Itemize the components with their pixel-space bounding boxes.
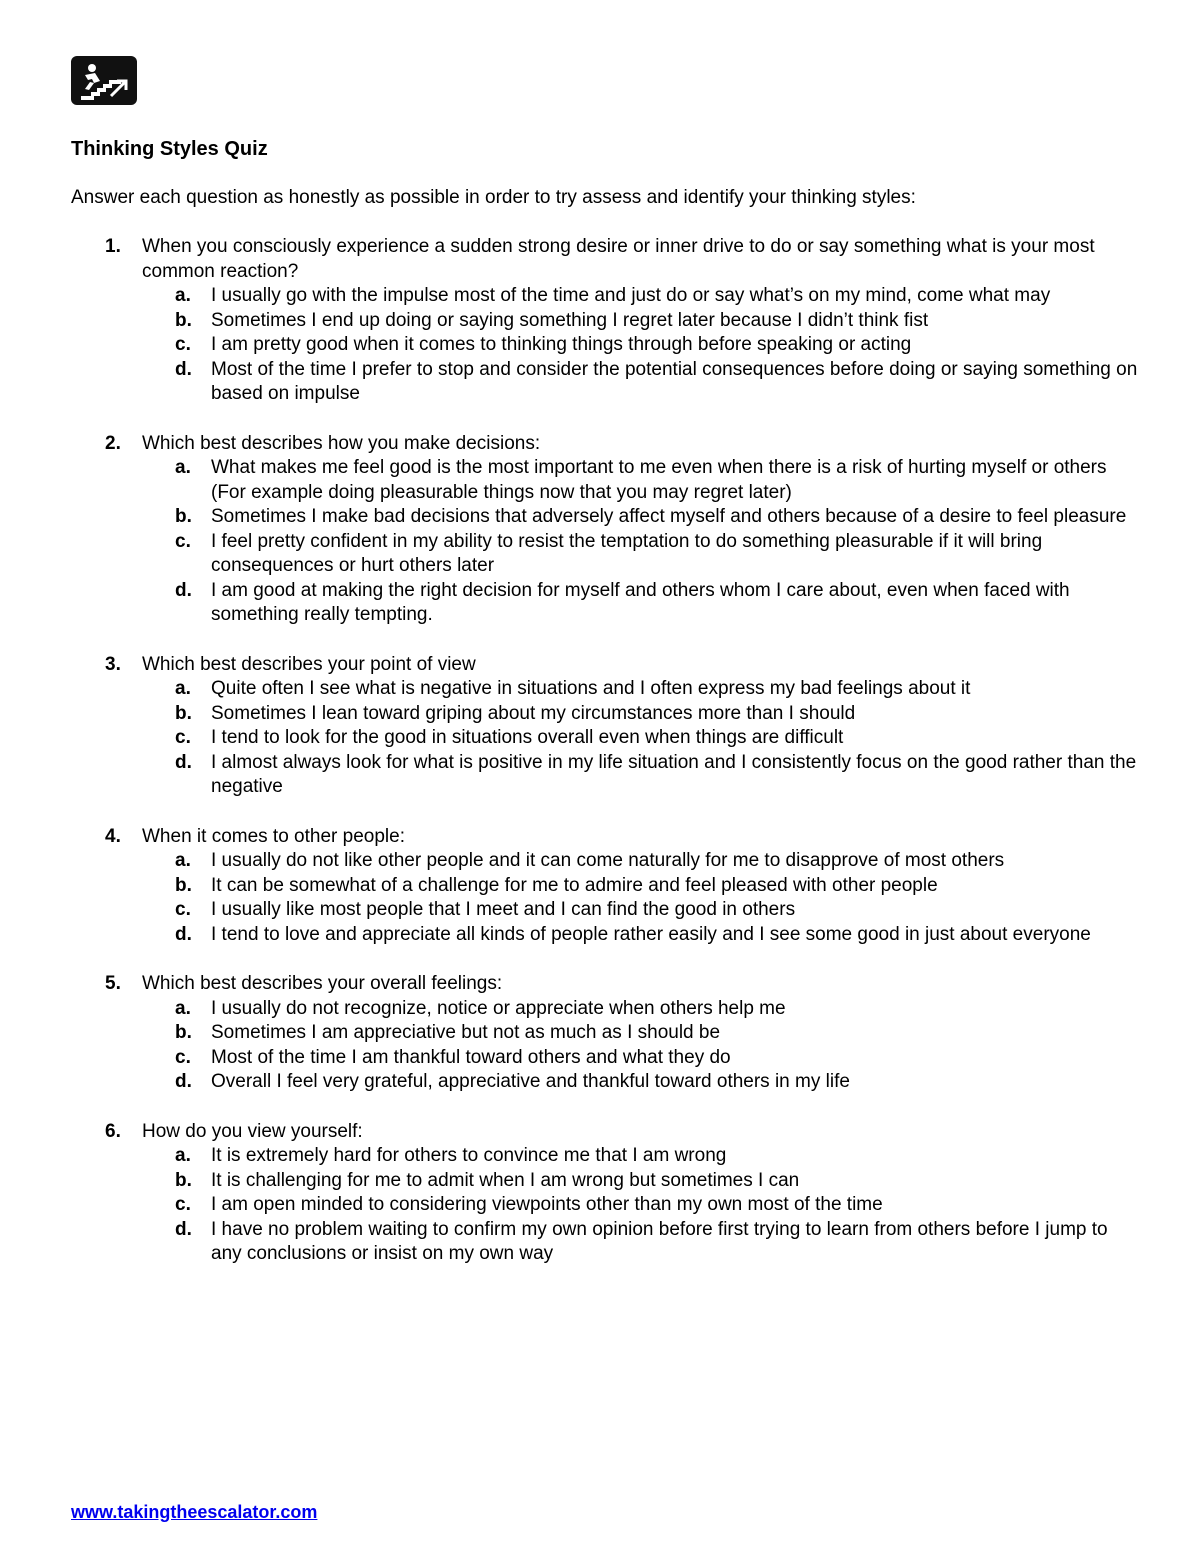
answer-option bbox=[0, 702, 1141, 727]
answer-option bbox=[0, 997, 1141, 1022]
option-letter: d. bbox=[175, 751, 192, 773]
question-number: 3. bbox=[105, 653, 121, 675]
option-letter: c. bbox=[175, 1046, 191, 1068]
option-text: I have no problem waiting to confirm my own opinion before first trying to learn from others before I jump to any conclusions or insist on my own way bbox=[211, 1218, 1108, 1264]
question-row bbox=[0, 653, 1132, 678]
answer-option bbox=[0, 1193, 1141, 1218]
option-text: I almost always look for what is positive in my life situation and I consistently focus on the good rather than the negative bbox=[211, 751, 1137, 797]
option-letter: a. bbox=[175, 850, 191, 871]
option-text: It is extremely hard for others to convince me that I am wrong bbox=[211, 1145, 727, 1166]
option-letter: a. bbox=[175, 1145, 191, 1166]
answer-option bbox=[0, 677, 1141, 702]
option-text: It is challenging for me to admit when I am wrong but sometimes I can bbox=[211, 1169, 800, 1191]
answer-option bbox=[0, 309, 1141, 334]
option-letter: d. bbox=[175, 358, 192, 380]
footer-website-link[interactable]: www.takingtheescalator.com bbox=[71, 1502, 318, 1522]
question-text: Which best describes your point of view bbox=[142, 653, 476, 675]
option-letter: b. bbox=[175, 1022, 192, 1043]
option-text: Sometimes I end up doing or saying something I regret later because I didn’t think fist bbox=[211, 309, 929, 331]
answer-option bbox=[0, 923, 1141, 948]
answer-option bbox=[0, 1218, 1141, 1267]
question-number: 1. bbox=[105, 236, 121, 257]
option-letter: a. bbox=[175, 997, 191, 1019]
answer-option bbox=[0, 333, 1141, 358]
option-letter: d. bbox=[175, 923, 192, 945]
option-text: Most of the time I prefer to stop and consider the potential consequences before doing or saying something on based on impulse bbox=[211, 358, 1138, 404]
option-list bbox=[0, 456, 1200, 628]
option-text: I tend to love and appreciate all kinds of people rather easily and I see some good in just about everyone bbox=[211, 923, 1091, 945]
option-text: I am good at making the right decision for myself and others whom I care about, even when faced with something really tempting. bbox=[211, 579, 1070, 625]
answer-option bbox=[0, 358, 1141, 407]
option-text: I usually go with the impulse most of the time and just do or say what’s on my mind, come what may bbox=[211, 285, 1051, 306]
option-letter: a. bbox=[175, 285, 191, 306]
option-text: I tend to look for the good in situations overall even when things are difficult bbox=[211, 727, 844, 748]
question-text: When you consciously experience a sudden strong desire or inner drive to do or say something what is your most common reaction? bbox=[142, 236, 1095, 282]
option-text: It can be somewhat of a challenge for me to admire and feel pleased with other people bbox=[211, 874, 938, 896]
answer-option bbox=[0, 726, 1141, 751]
question-number: 5. bbox=[105, 973, 121, 994]
option-text: I usually do not recognize, notice or appreciate when others help me bbox=[211, 997, 786, 1019]
question-item bbox=[0, 235, 1200, 407]
answer-option bbox=[0, 874, 1141, 899]
answer-option bbox=[0, 530, 1141, 579]
option-letter: b. bbox=[175, 506, 192, 527]
option-letter: c. bbox=[175, 1194, 191, 1215]
answer-option bbox=[0, 1070, 1141, 1095]
answer-option bbox=[0, 849, 1141, 874]
option-list bbox=[0, 1144, 1200, 1267]
option-text: Most of the time I am thankful toward others and what they do bbox=[211, 1046, 731, 1068]
answer-option bbox=[0, 284, 1141, 309]
question-item bbox=[0, 653, 1200, 800]
answer-option bbox=[0, 456, 1141, 505]
option-letter: d. bbox=[175, 579, 192, 601]
option-text: Sometimes I am appreciative but not as much as I should be bbox=[211, 1022, 721, 1043]
question-item bbox=[0, 432, 1200, 628]
option-text: What makes me feel good is the most important to me even when there is a risk of hurting myself or others (For example doing pleasurable things now that you may regret later) bbox=[211, 457, 1107, 503]
option-text: Sometimes I make bad decisions that adversely affect myself and others because of a desire to feel pleasure bbox=[211, 506, 1127, 527]
option-list bbox=[0, 677, 1200, 800]
option-text: Sometimes I lean toward griping about my circumstances more than I should bbox=[211, 702, 856, 724]
question-item bbox=[0, 825, 1200, 948]
question-row bbox=[0, 972, 1132, 997]
question-row bbox=[0, 235, 1132, 284]
question-row bbox=[0, 1120, 1132, 1145]
question-row bbox=[0, 432, 1132, 457]
option-text: I usually like most people that I meet and I can find the good in others bbox=[211, 899, 796, 920]
option-letter: b. bbox=[175, 1169, 192, 1191]
option-letter: c. bbox=[175, 334, 191, 355]
option-text: I am open minded to considering viewpoints other than my own most of the time bbox=[211, 1194, 883, 1215]
option-list bbox=[0, 849, 1200, 947]
question-text: How do you view yourself: bbox=[142, 1120, 363, 1142]
answer-option bbox=[0, 751, 1141, 800]
option-letter: d. bbox=[175, 1071, 192, 1092]
option-text: Overall I feel very grateful, appreciative and thankful toward others in my life bbox=[211, 1071, 850, 1092]
option-text: Quite often I see what is negative in situations and I often express my bad feelings about it bbox=[211, 678, 971, 699]
answer-option bbox=[0, 1021, 1141, 1046]
question-text: Which best describes how you make decisions: bbox=[142, 432, 541, 454]
option-text: I feel pretty confident in my ability to resist the temptation to do something pleasurable if it will bring consequences or hurt others later bbox=[211, 530, 1043, 576]
question-item bbox=[0, 972, 1200, 1095]
option-list bbox=[0, 997, 1200, 1095]
question-text: Which best describes your overall feelings: bbox=[142, 973, 503, 994]
option-text: I am pretty good when it comes to thinking things through before speaking or acting bbox=[211, 334, 912, 355]
answer-option bbox=[0, 1144, 1141, 1169]
answer-option bbox=[0, 1169, 1141, 1194]
escalator-icon bbox=[71, 56, 137, 105]
option-text: I usually do not like other people and it can come naturally for me to disapprove of most others bbox=[211, 850, 1005, 871]
answer-option bbox=[0, 579, 1141, 628]
answer-option bbox=[0, 898, 1141, 923]
question-number: 4. bbox=[105, 825, 121, 847]
option-letter: b. bbox=[175, 874, 192, 896]
page-title: Thinking Styles Quiz bbox=[71, 138, 268, 160]
option-letter: c. bbox=[175, 530, 191, 552]
question-number: 6. bbox=[105, 1120, 121, 1142]
answer-option bbox=[0, 505, 1141, 530]
question-number: 2. bbox=[105, 432, 121, 454]
question-list bbox=[0, 235, 1200, 1292]
option-list bbox=[0, 284, 1200, 407]
intro-text: Answer each question as honestly as possible in order to try assess and identify your thinking styles: bbox=[71, 187, 916, 208]
option-letter: a. bbox=[175, 678, 191, 699]
question-item bbox=[0, 1120, 1200, 1267]
option-letter: c. bbox=[175, 727, 191, 748]
option-letter: b. bbox=[175, 309, 192, 331]
option-letter: c. bbox=[175, 899, 191, 920]
answer-option bbox=[0, 1046, 1141, 1071]
option-letter: b. bbox=[175, 702, 192, 724]
option-letter: a. bbox=[175, 457, 191, 478]
question-text: When it comes to other people: bbox=[142, 825, 405, 847]
option-letter: d. bbox=[175, 1218, 192, 1240]
question-row bbox=[0, 825, 1132, 850]
